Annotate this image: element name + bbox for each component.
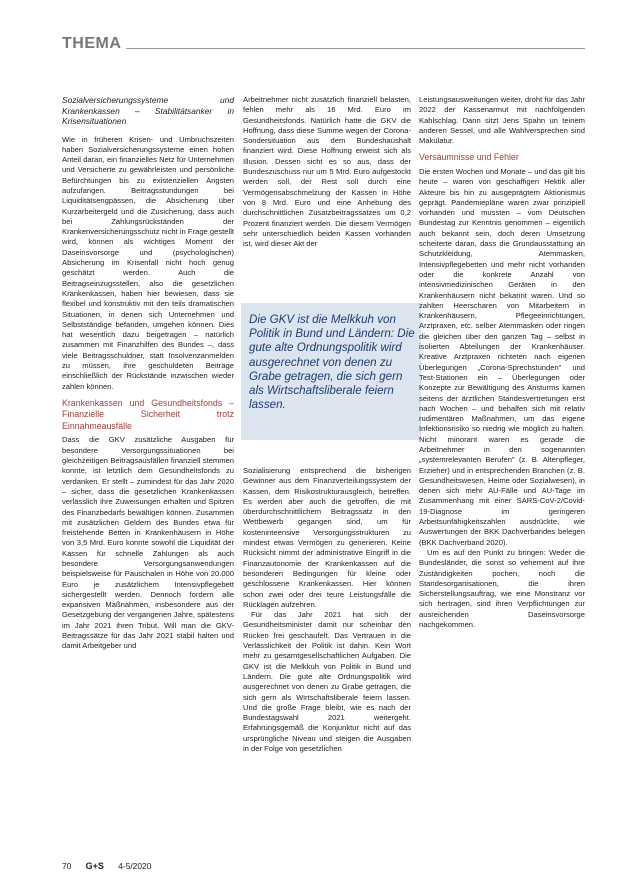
paragraph: Leistungsausweitungen weiter, droht für das Jahr 2022 der Kassenarmut mit nachfolgenden Kahlschlag. Dann sitzt Jens Spahn un teinem anderen Sessel, und alle Wahlversprechen sind Makulatur. [419,95,585,146]
paragraph: Sozialisierung entsprechend die bisherigen Gewinner aus dem Finanzverteilungssystem der Kassen, dem Risikostrukturausgleich, betreffen. Es werden aber auch die getroffen, die mit überdurchschnittlichem Beitragssatz in den Wettbewerb gegangen sind, um für kosteninteensive Versorgungsstrukturen zu mindest etwas Vermögen zu generieren. Keine Rücksicht nimmt der administrative Eingriff in die Finanzautonomie der Krankenkassen auf die besonderen Bedingungen für kleine oder geschlossene Krankenkassen. Hier können schon zwei oder drei teure Leistungsfälle die Rücklagen aufzehren. [243,466,411,609]
page-footer [62,861,163,871]
column-2-bottom [243,466,411,754]
section-heading: Krankenkassen und Gesundheitsfonds – Finanzielle Sicherheit trotz Einnahmeausfälle [62,397,234,431]
column-1 [62,95,234,652]
page-number: 70 [62,861,72,871]
section-subtitle: Sozialversicherungssysteme und Krankenkassen – Stabilitätsanker in Krisensituationen [62,95,234,126]
pull-quote: Die GKV ist die Melkkuh von Politik in Bund und Ländern: Die gute alte Ordnungspolitik wird ausgerechnet von denen zu Grabe getragen, die sich gern als Wirtschaftsliberale feiern lassen. [241,303,421,440]
paragraph: Für das Jahr 2021 hat sich der Gesundheitsminister damit nur scheinbar den Rücken frei geschaufelt. Das Vertrauen in die Verlässlichkeit der Politik ist dahin. Kein Wort mehr zu gesamtgesellschaftlichen Aufgaben. Die GKV ist die Melkkuh von Politik in Bund und Ländern. Die gute alte Ordnungspolitik wird ausgerechnet von denen zu Grabe getragen, die sich gern als Wirtschaftsliberale feiern lassen. Und die große Frage bleibt, wie es nach der Bundestagswahl 2021 weitergeht. Erfahrungsgemäß die Konjunktur nicht auf das ursprüngliche Niveau und steigen die Ausgaben in der Folge von gesetzlichen [243,610,411,754]
paragraph: Dass die GKV zusätzliche Ausgaben für besondere Versorgungssituationen bei gleichzeitigen Beitragsausfällen finanziell stemmen konnte, ist letztlich dem Gesundheitsfonds zu verdanken. Er stellt – zumindest für das Jahr 2020 – sicher, dass die gesetzlichen Krankenkassen verlässlich ihre Zuweisungen erhalten und Spitzen des Finanzbedarfs bewältigen können. Zusammen mit zusätzlichen Geldern des Bundes etwa für freistehende Betten in Krankenhäusern in Höhe von 3,5 Mrd. Euro konnte sowohl die Liquidität der Kassen für schnelle Zahlungen als auch besondere Versorgungsanwendungen beispielsweise für Pauschalen in Höhe von 20.000 Euro je zusätzlichem Intensivpflegebett sichergestellt werden. Dennoch fordern alle expansiven Maßnahmen, insbesondere aus der Gesetzgebung der vergangenen Jahre, spätestens im Jahr 2021 ihren Tribut. Will man die GKV-Beitragssätze für das Jahr 2021 stabil halten und damit Arbeitgeber und [62,435,234,651]
page-header [62,34,585,56]
section-heading: Versäumnisse und Fehler [419,152,519,163]
paragraph: Die ersten Wochen und Monate – und das gilt bis heute – waren von geschaffigen Hektik aller Akteure bis hin zu ausgeprägtem Aktionismus geprägt. Pandemiepläne waren zwar prinzipiell vorhanden und mussten – vom Deutschen Bundestag zur Kenntnis genommen – eigentlich auch bekannt sein, doch deren Umsetzung scheiterte daran, dass die Grundausstattung an Schutzkleidung, Atemmasken, Intensivpflegebetten und mehr nicht vorhanden oder die konkrete Anzahl von intensivmedizinischen Geräten in den Krankenhäusern nicht bekannt waren. Und so zahlten Heerscharen von Mitarbeitern in Krankenhäusern, Pflegeeinrichtungen, Arztpraxen, etc. selber Atemmasken oder ringen die gleichen über den ganzen Tag – selbst in isolierten Abteilungen der Krankenhäuser. Kreative Arztpraxen richteten nach eigenen Überlegungen „Corona-Sprechstunden" und Test-Stationen ein – Überlegungen oder Konzepte zur Bewältigung des Ansturms kamen seitens der ärztlichen Standesvertretungen erst nach Wochen – und behalfen sich mit relativ rudimentären Maßnahmen, um das eigene Infektionsrisiko so niedrig wie möglich zu halten. Nicht minorant waren es gerade die Arbeitnehmer in den sogenannten „systemrelevanten Berufen" (z. B. Altenpfleger, Erzieher) und in entsprechenden Branchen (z. B. Gesundheitswesen, Heime oder Sozialwesen), in denen sich mehr AU-Fälle und AU-Tage im Zusammenhang mit einer SARS-CoV-2/Covid-19-Diagnose im geringeren Arbeitsunfähigkeitszahlen ausdrückte, wie Auswertungen der BKK Dachverbandes belegen (BKK Dachverband 2020). [419,166,585,547]
paragraph: Um es auf den Punkt zu bringen: Weder die Bundesländer, die sonst so vehement auf ihre Zuständigkeiten pochen, noch die Standesorganisationen, die ihren Sicherstellungsauftrag, wie eine Monstranz vor sich hertragen, sind ihren Verpflichtungen zur ausreichenden Daseinsvorsorge nachgekommen. [419,547,585,630]
journal-logo: G+S [85,861,104,871]
header-rule [126,48,585,49]
paragraph: Arbeitnehmer nicht zusätzlich finanziell belasten, fehlen mehr als 16 Mrd. Euro im Gesundheitsfonds. Natürlich hatte die GKV die Hoffnung, dass diese Summe wegen der Corona-Sondersituation aus dem Bundeshaushalt finanziert wird. Diese Hoffnung erweist sich als Illusion. Dessen sicht es so aus, dass der Bundeszuschuss nur um 5 Mrd. Euro aufgestockt werden soll, der Rest soll durch eine Vermögensabschmelzung der Kassen in Höhe von 8 Mrd. Euro und eine Anhebung des durchschnittlichen Zusatzbeitragssatzes um 0,2 Prozent finanziert werden. Die diesem Vermögen sehr unterschiedlich beiden Kassen vorhanden ist, wird dieser Akt der [243,95,411,249]
paragraph: Wie in früheren Krisen- und Umbruchszeiten haben Sozialversicherungssysteme einen hohen Anteil daran, ein finanzielles Netz für Unternehmen und Versicherte zu gewährleisten und persönliche Befürchtungen bis zu existenziellen Ängsten aufzufangen. Beitragsstundungen bei Liquiditätsengpässen, die Absicherung über Kurzarbeitergeld und die Zusicherung, dass auch bei Zahlungsrückständen der Krankenversicherungsschutz nicht in Frage gestellt wird, können als wichtiges Moment der Daseinsvorsorge und (psychologischen) Absicherung im Krisenfall nicht hoch genug geschätzt werden. Auch die Beitragseinzugsstellen, also die gesetzlichen Krankenkassen, haben hier bewiesen, dass sie flexibel und konstruktiv mit den teils dramatischen Situationen, in denen sich Unternehmen und Selbstständige befanden, umgehen können. Dies hat wesentlich dazu beigetragen – natürlich zusammen mit Finanzhilfen des Bundes –, dass viele Beitragsschuldner, statt Insolvenzanmelden zu müssen, ihre geschuldeten Beiträge einschließlich der Rückstände inzwischen wieder zahlen können. [62,134,234,391]
section-title: THEMA [62,35,122,52]
column-3 [419,95,585,630]
column-2-top [243,95,411,249]
issue-number: 4-5/2020 [118,861,152,871]
